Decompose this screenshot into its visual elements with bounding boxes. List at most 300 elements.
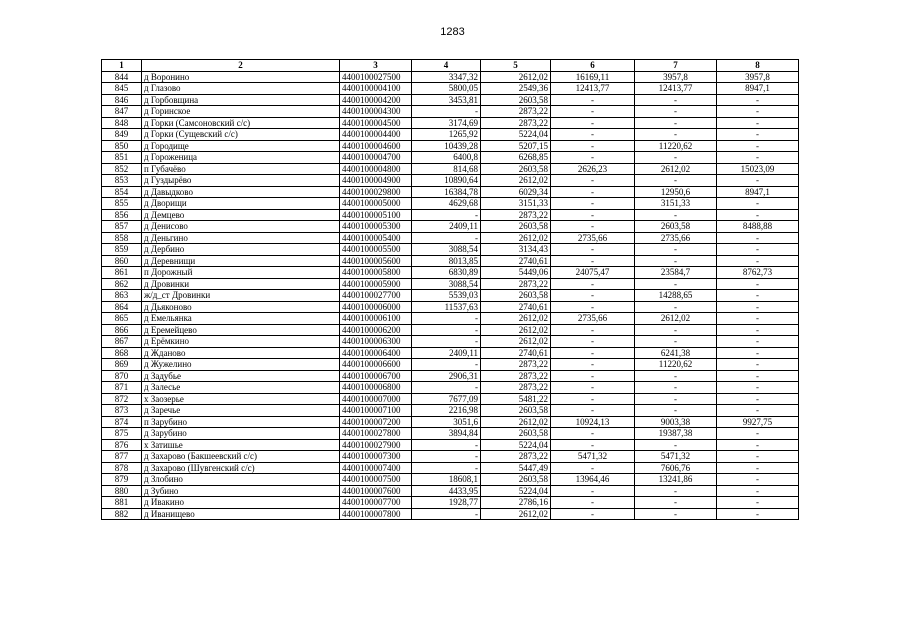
row-number: 879: [102, 474, 142, 486]
table-row: [102, 198, 799, 210]
table-row: [102, 485, 799, 497]
row-number: 860: [102, 255, 142, 267]
col5-value: 2873,22: [481, 451, 551, 463]
oktmo-code: 4400100006200: [340, 324, 412, 336]
col4-value: -: [412, 313, 481, 325]
col6-value: -: [551, 382, 635, 394]
oktmo-code: 4400100004700: [340, 152, 412, 164]
row-number: 881: [102, 497, 142, 509]
settlement-name: д Жданово: [142, 347, 340, 359]
oktmo-code: 4400100007200: [340, 416, 412, 428]
settlement-name: д Городище: [142, 140, 340, 152]
settlement-name: д Еремейцево: [142, 324, 340, 336]
table-row: [102, 232, 799, 244]
col8-value: -: [717, 152, 799, 164]
settlement-name: д Деньгино: [142, 232, 340, 244]
col6-value: -: [551, 244, 635, 256]
row-number: 882: [102, 508, 142, 520]
col4-value: -: [412, 324, 481, 336]
table-row: [102, 359, 799, 371]
col4-value: 10439,28: [412, 140, 481, 152]
col4-value: 1265,92: [412, 129, 481, 141]
col7-value: 11220,62: [635, 140, 717, 152]
settlement-name: д Ивакино: [142, 497, 340, 509]
table-row: [102, 290, 799, 302]
oktmo-code: 4400100006600: [340, 359, 412, 371]
col4-value: 3174,69: [412, 117, 481, 129]
table-row: [102, 129, 799, 141]
col8-value: -: [717, 451, 799, 463]
col7-value: -: [635, 324, 717, 336]
col6-value: -: [551, 117, 635, 129]
col5-value: 2873,22: [481, 370, 551, 382]
col4-value: -: [412, 462, 481, 474]
settlement-name: д Заречье: [142, 405, 340, 417]
oktmo-code: 4400100007800: [340, 508, 412, 520]
col4-value: -: [412, 382, 481, 394]
col7-value: 7606,76: [635, 462, 717, 474]
table-row: [102, 267, 799, 279]
col6-value: 10924,13: [551, 416, 635, 428]
col7-value: 11220,62: [635, 359, 717, 371]
col4-value: 6400,8: [412, 152, 481, 164]
oktmo-code: 4400100004200: [340, 94, 412, 106]
col5-value: 2603,58: [481, 428, 551, 440]
row-number: 866: [102, 324, 142, 336]
oktmo-code: 4400100006300: [340, 336, 412, 348]
col5-value: 6029,34: [481, 186, 551, 198]
col6-value: 12413,77: [551, 83, 635, 95]
col6-value: -: [551, 140, 635, 152]
col6-value: -: [551, 324, 635, 336]
col7-value: -: [635, 382, 717, 394]
col8-value: -: [717, 336, 799, 348]
col5-value: 2740,61: [481, 301, 551, 313]
col4-value: 2409,11: [412, 221, 481, 233]
row-number: 852: [102, 163, 142, 175]
col8-value: -: [717, 198, 799, 210]
col5-value: 5224,04: [481, 129, 551, 141]
col8-value: -: [717, 209, 799, 221]
oktmo-code: 4400100027800: [340, 428, 412, 440]
col6-value: 13964,46: [551, 474, 635, 486]
col7-value: -: [635, 175, 717, 187]
settlement-name: д Дербино: [142, 244, 340, 256]
oktmo-code: 4400100006800: [340, 382, 412, 394]
col6-value: 24075,47: [551, 267, 635, 279]
oktmo-code: 4400100004900: [340, 175, 412, 187]
row-number: 875: [102, 428, 142, 440]
col5-value: 5207,15: [481, 140, 551, 152]
col4-value: 5800,05: [412, 83, 481, 95]
col8-value: -: [717, 244, 799, 256]
column-header: 3: [340, 60, 412, 72]
col4-value: -: [412, 209, 481, 221]
settlement-name: п Губачёво: [142, 163, 340, 175]
settlement-name: д Денисово: [142, 221, 340, 233]
table-row: [102, 244, 799, 256]
col8-value: -: [717, 370, 799, 382]
col7-value: -: [635, 485, 717, 497]
col4-value: 11537,63: [412, 301, 481, 313]
col5-value: 2603,58: [481, 474, 551, 486]
col7-value: 6241,38: [635, 347, 717, 359]
table-row: [102, 405, 799, 417]
settlement-name: д Гороженица: [142, 152, 340, 164]
table-row: [102, 462, 799, 474]
col5-value: 2603,58: [481, 163, 551, 175]
column-header: 8: [717, 60, 799, 72]
col8-value: 8762,73: [717, 267, 799, 279]
table-row: [102, 255, 799, 267]
oktmo-code: 4400100006400: [340, 347, 412, 359]
col4-value: 4629,68: [412, 198, 481, 210]
col6-value: -: [551, 405, 635, 417]
settlement-name: д Дьяконово: [142, 301, 340, 313]
oktmo-code: 4400100004400: [340, 129, 412, 141]
oktmo-code: 4400100005600: [340, 255, 412, 267]
col7-value: -: [635, 129, 717, 141]
col6-value: -: [551, 290, 635, 302]
header-row: [102, 60, 799, 72]
table-row: [102, 508, 799, 520]
col7-value: 2612,02: [635, 163, 717, 175]
oktmo-code: 4400100007300: [340, 451, 412, 463]
row-number: 846: [102, 94, 142, 106]
col4-value: 3347,32: [412, 71, 481, 83]
oktmo-code: 4400100007500: [340, 474, 412, 486]
settlement-name: д Горки (Самсоновский с/с): [142, 117, 340, 129]
col7-value: 12413,77: [635, 83, 717, 95]
settlement-name: п Дорожный: [142, 267, 340, 279]
table-row: [102, 278, 799, 290]
col8-value: 8488,88: [717, 221, 799, 233]
table-row: [102, 370, 799, 382]
row-number: 853: [102, 175, 142, 187]
col4-value: 10890,64: [412, 175, 481, 187]
col7-value: 14288,65: [635, 290, 717, 302]
col4-value: -: [412, 336, 481, 348]
col8-value: 8947,1: [717, 83, 799, 95]
settlement-name: ж/д_ст Дровинки: [142, 290, 340, 302]
oktmo-code: 4400100027700: [340, 290, 412, 302]
col5-value: 2786,16: [481, 497, 551, 509]
table-row: [102, 428, 799, 440]
settlement-name: д Горки (Сущевский с/с): [142, 129, 340, 141]
col8-value: -: [717, 382, 799, 394]
col4-value: 4433,95: [412, 485, 481, 497]
column-header: 2: [142, 60, 340, 72]
col7-value: -: [635, 117, 717, 129]
col8-value: 3957,8: [717, 71, 799, 83]
col5-value: 3151,33: [481, 198, 551, 210]
col4-value: -: [412, 232, 481, 244]
col6-value: -: [551, 485, 635, 497]
row-number: 878: [102, 462, 142, 474]
col8-value: -: [717, 313, 799, 325]
col6-value: -: [551, 462, 635, 474]
col6-value: -: [551, 359, 635, 371]
settlement-name: д Глазово: [142, 83, 340, 95]
table-row: [102, 336, 799, 348]
col8-value: -: [717, 301, 799, 313]
col7-value: -: [635, 278, 717, 290]
oktmo-code: 4400100004300: [340, 106, 412, 118]
table-row: [102, 451, 799, 463]
settlement-name: х Заозерье: [142, 393, 340, 405]
col7-value: -: [635, 439, 717, 451]
oktmo-code: 4400100005900: [340, 278, 412, 290]
row-number: 871: [102, 382, 142, 394]
row-number: 854: [102, 186, 142, 198]
row-number: 869: [102, 359, 142, 371]
row-number: 848: [102, 117, 142, 129]
settlement-name: д Зубино: [142, 485, 340, 497]
table-row: [102, 71, 799, 83]
col4-value: 2216,98: [412, 405, 481, 417]
col5-value: 2740,61: [481, 255, 551, 267]
table-row: [102, 140, 799, 152]
oktmo-code: 4400100006000: [340, 301, 412, 313]
col5-value: 2873,22: [481, 359, 551, 371]
col4-value: 5539,03: [412, 290, 481, 302]
col8-value: -: [717, 278, 799, 290]
col6-value: -: [551, 439, 635, 451]
col6-value: -: [551, 508, 635, 520]
col8-value: -: [717, 175, 799, 187]
col6-value: 2626,23: [551, 163, 635, 175]
row-number: 863: [102, 290, 142, 302]
col7-value: -: [635, 301, 717, 313]
col6-value: 5471,32: [551, 451, 635, 463]
col8-value: 15023,09: [717, 163, 799, 175]
row-number: 880: [102, 485, 142, 497]
col4-value: 7677,09: [412, 393, 481, 405]
row-number: 849: [102, 129, 142, 141]
settlement-name: д Жужелино: [142, 359, 340, 371]
settlement-name: д Иванищево: [142, 508, 340, 520]
col4-value: -: [412, 451, 481, 463]
table-row: [102, 209, 799, 221]
col7-value: 2603,58: [635, 221, 717, 233]
table-row: [102, 152, 799, 164]
settlement-name: д Гуздырёво: [142, 175, 340, 187]
settlement-name: п Зарубино: [142, 416, 340, 428]
col5-value: 5481,22: [481, 393, 551, 405]
col7-value: 2735,66: [635, 232, 717, 244]
col8-value: -: [717, 255, 799, 267]
table-row: [102, 416, 799, 428]
col6-value: 16169,11: [551, 71, 635, 83]
col8-value: -: [717, 405, 799, 417]
table-row: [102, 313, 799, 325]
col7-value: -: [635, 255, 717, 267]
oktmo-code: 4400100027900: [340, 439, 412, 451]
col7-value: -: [635, 508, 717, 520]
col7-value: 23584,7: [635, 267, 717, 279]
row-number: 870: [102, 370, 142, 382]
col6-value: -: [551, 152, 635, 164]
data-table: [101, 59, 799, 520]
col7-value: -: [635, 405, 717, 417]
col8-value: -: [717, 129, 799, 141]
row-number: 865: [102, 313, 142, 325]
col6-value: -: [551, 370, 635, 382]
table-row: [102, 106, 799, 118]
col6-value: -: [551, 106, 635, 118]
col6-value: -: [551, 186, 635, 198]
oktmo-code: 4400100005100: [340, 209, 412, 221]
col7-value: 3151,33: [635, 198, 717, 210]
row-number: 845: [102, 83, 142, 95]
col4-value: -: [412, 508, 481, 520]
oktmo-code: 4400100005300: [340, 221, 412, 233]
table-row: [102, 324, 799, 336]
col7-value: 3957,8: [635, 71, 717, 83]
col5-value: 2873,22: [481, 382, 551, 394]
col4-value: 814,68: [412, 163, 481, 175]
settlement-name: д Давыдково: [142, 186, 340, 198]
col5-value: 2603,58: [481, 94, 551, 106]
table-row: [102, 175, 799, 187]
col7-value: -: [635, 244, 717, 256]
col6-value: -: [551, 129, 635, 141]
col6-value: -: [551, 336, 635, 348]
row-number: 867: [102, 336, 142, 348]
col8-value: -: [717, 497, 799, 509]
col4-value: 3088,54: [412, 244, 481, 256]
col8-value: -: [717, 347, 799, 359]
col5-value: 2603,58: [481, 405, 551, 417]
col8-value: -: [717, 232, 799, 244]
settlement-name: х Затишье: [142, 439, 340, 451]
col6-value: -: [551, 255, 635, 267]
col8-value: -: [717, 439, 799, 451]
col6-value: -: [551, 175, 635, 187]
oktmo-code: 4400100007700: [340, 497, 412, 509]
col7-value: -: [635, 94, 717, 106]
oktmo-code: 4400100027500: [340, 71, 412, 83]
col8-value: -: [717, 359, 799, 371]
table-row: [102, 439, 799, 451]
col4-value: 6830,89: [412, 267, 481, 279]
row-number: 864: [102, 301, 142, 313]
col4-value: 3088,54: [412, 278, 481, 290]
col5-value: 2612,02: [481, 416, 551, 428]
row-number: 855: [102, 198, 142, 210]
table-row: [102, 347, 799, 359]
oktmo-code: 4400100005400: [340, 232, 412, 244]
col8-value: -: [717, 462, 799, 474]
col6-value: -: [551, 497, 635, 509]
col7-value: 5471,32: [635, 451, 717, 463]
col5-value: 6268,85: [481, 152, 551, 164]
col6-value: 2735,66: [551, 232, 635, 244]
settlement-name: д Воронино: [142, 71, 340, 83]
col5-value: 2612,02: [481, 232, 551, 244]
col7-value: 2612,02: [635, 313, 717, 325]
col7-value: -: [635, 106, 717, 118]
col5-value: 2603,58: [481, 221, 551, 233]
col4-value: -: [412, 106, 481, 118]
col5-value: 2612,02: [481, 175, 551, 187]
table-row: [102, 474, 799, 486]
col6-value: -: [551, 221, 635, 233]
row-number: 844: [102, 71, 142, 83]
table-row: [102, 393, 799, 405]
row-number: 856: [102, 209, 142, 221]
oktmo-code: 4400100005500: [340, 244, 412, 256]
table-row: [102, 83, 799, 95]
oktmo-code: 4400100029800: [340, 186, 412, 198]
col6-value: -: [551, 393, 635, 405]
table-body: [102, 71, 799, 520]
col4-value: 2906,31: [412, 370, 481, 382]
col5-value: 2612,02: [481, 336, 551, 348]
col5-value: 3134,43: [481, 244, 551, 256]
col5-value: 2873,22: [481, 209, 551, 221]
settlement-name: д Злобино: [142, 474, 340, 486]
col7-value: -: [635, 497, 717, 509]
col5-value: 2740,61: [481, 347, 551, 359]
col8-value: -: [717, 474, 799, 486]
col7-value: -: [635, 336, 717, 348]
col8-value: -: [717, 428, 799, 440]
col4-value: 3894,84: [412, 428, 481, 440]
col6-value: -: [551, 198, 635, 210]
col8-value: -: [717, 485, 799, 497]
oktmo-code: 4400100006100: [340, 313, 412, 325]
col5-value: 2603,58: [481, 290, 551, 302]
row-number: 858: [102, 232, 142, 244]
row-number: 851: [102, 152, 142, 164]
col6-value: 2735,66: [551, 313, 635, 325]
settlement-name: д Дровинки: [142, 278, 340, 290]
col7-value: -: [635, 152, 717, 164]
table-row: [102, 186, 799, 198]
col8-value: -: [717, 106, 799, 118]
column-header: 4: [412, 60, 481, 72]
table-row: [102, 221, 799, 233]
oktmo-code: 4400100005000: [340, 198, 412, 210]
col5-value: 5224,04: [481, 439, 551, 451]
col5-value: 2873,22: [481, 117, 551, 129]
row-number: 850: [102, 140, 142, 152]
oktmo-code: 4400100006700: [340, 370, 412, 382]
oktmo-code: 4400100004500: [340, 117, 412, 129]
col6-value: -: [551, 278, 635, 290]
col6-value: -: [551, 428, 635, 440]
col8-value: -: [717, 508, 799, 520]
col5-value: 2873,22: [481, 278, 551, 290]
col4-value: -: [412, 359, 481, 371]
col8-value: 8947,1: [717, 186, 799, 198]
col8-value: -: [717, 393, 799, 405]
settlement-name: д Деревнищи: [142, 255, 340, 267]
col8-value: 9927,75: [717, 416, 799, 428]
col4-value: -: [412, 439, 481, 451]
table-row: [102, 117, 799, 129]
table-row: [102, 497, 799, 509]
col4-value: 1928,77: [412, 497, 481, 509]
oktmo-code: 4400100007600: [340, 485, 412, 497]
row-number: 876: [102, 439, 142, 451]
col6-value: -: [551, 94, 635, 106]
col5-value: 2612,02: [481, 324, 551, 336]
col6-value: -: [551, 347, 635, 359]
table-row: [102, 163, 799, 175]
col6-value: -: [551, 301, 635, 313]
